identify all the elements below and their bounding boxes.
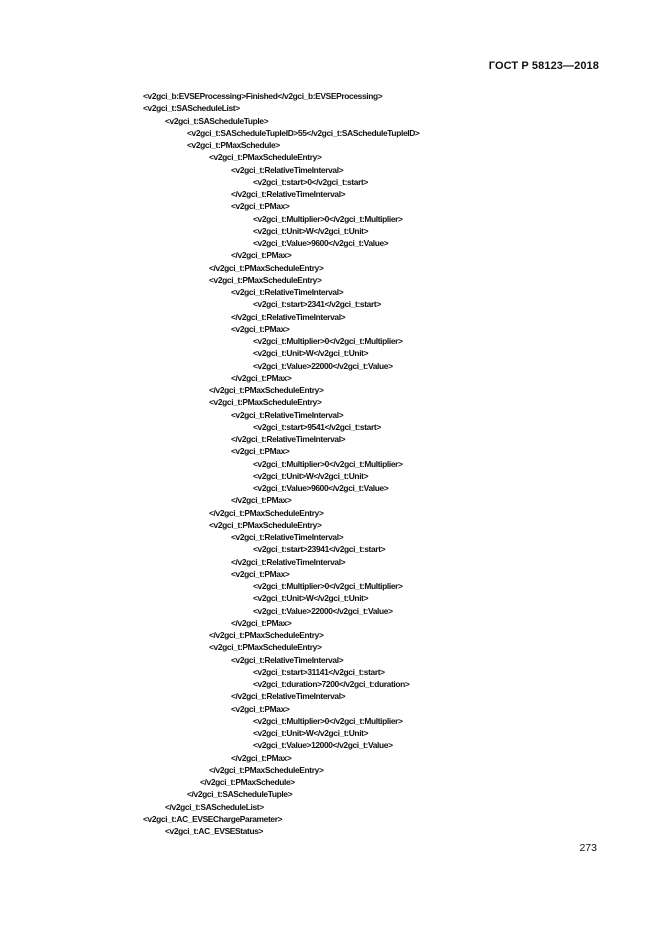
code-line: </v2gci_t:PMax> xyxy=(231,372,292,383)
code-line: </v2gci_t:SAScheduleList> xyxy=(165,801,264,812)
code-line: <v2gci_t:PMaxScheduleEntry> xyxy=(209,397,322,408)
code-line: </v2gci_t:PMax> xyxy=(231,495,292,506)
code-line: <v2gci_t:PMaxScheduleEntry> xyxy=(209,642,322,653)
code-line: </v2gci_t:RelativeTimeInterval> xyxy=(231,691,346,702)
code-line: <v2gci_t:duration>7200</v2gci_t:duration> xyxy=(253,679,410,689)
code-line: </v2gci_t:RelativeTimeInterval> xyxy=(231,434,346,444)
code-line: <v2gci_t:start>9541</v2gci_t:start> xyxy=(253,421,381,432)
code-line: <v2gci_t:PMax> xyxy=(231,446,290,457)
code-line: <v2gci_t:start>0</v2gci_t:start> xyxy=(253,176,368,187)
code-line: <v2gci_t:AC_EVSEChargeParameter> xyxy=(143,813,283,824)
code-line: <v2gci_t:SAScheduleTuple> xyxy=(165,115,269,126)
code-line: </v2gci_t:PMax> xyxy=(231,752,292,763)
code-line: <v2gci_t:PMaxScheduleEntry> xyxy=(209,152,322,163)
code-line: <v2gci_t:Multiplier>0</v2gci_t:Multiplier> xyxy=(253,213,403,224)
page-number: 273 xyxy=(579,842,597,854)
code-line: </v2gci_t:PMax> xyxy=(231,617,292,628)
code-line: <v2gci_t:PMaxSchedule> xyxy=(187,140,280,150)
code-line: <v2gci_t:PMax> xyxy=(231,201,290,212)
code-line: <v2gci_t:PMax> xyxy=(231,703,290,714)
code-line: <v2gci_t:Value>12000</v2gci_t:Value> xyxy=(253,740,393,751)
code-line: <v2gci_t:PMax> xyxy=(231,568,290,579)
code-line: </v2gci_t:PMax> xyxy=(231,250,292,261)
code-line: <v2gci_t:Unit>W</v2gci_t:Unit> xyxy=(253,470,369,481)
code-line: <v2gci_t:start>31141</v2gci_t:start> xyxy=(253,666,385,677)
code-line: <v2gci_t:Value>9600</v2gci_t:Value> xyxy=(253,238,389,248)
code-line: <v2gci_t:Unit>W</v2gci_t:Unit> xyxy=(253,225,369,236)
code-line: <v2gci_t:PMaxScheduleEntry> xyxy=(209,274,322,285)
code-line: <v2gci_t:Unit>W</v2gci_t:Unit> xyxy=(253,348,369,359)
code-line: <v2gci_t:RelativeTimeInterval> xyxy=(231,532,344,542)
code-line: </v2gci_t:PMaxScheduleEntry> xyxy=(209,262,324,273)
code-line: <v2gci_t:RelativeTimeInterval> xyxy=(231,654,344,665)
code-line: <v2gci_t:SAScheduleTupleID>55</v2gci_t:SAScheduleTupleID> xyxy=(187,127,420,138)
code-line: <v2gci_t:Unit>W</v2gci_t:Unit> xyxy=(253,593,369,604)
standard-header: ГОСТ Р 58123—2018 xyxy=(488,60,599,72)
code-line: <v2gci_t:Value>22000</v2gci_t:Value> xyxy=(253,605,393,616)
code-line: <v2gci_t:Value>22000</v2gci_t:Value> xyxy=(253,360,393,371)
code-line: <v2gci_t:start>2341</v2gci_t:start> xyxy=(253,299,381,310)
code-line: <v2gci_t:RelativeTimeInterval> xyxy=(231,287,344,297)
code-line: </v2gci_t:RelativeTimeInterval> xyxy=(231,189,346,199)
code-line: <v2gci_t:AC_EVSEStatus> xyxy=(165,826,264,836)
code-line: <v2gci_t:start>23941</v2gci_t:start> xyxy=(253,544,386,555)
code-line: <v2gci_t:RelativeTimeInterval> xyxy=(231,409,344,420)
code-line: </v2gci_t:RelativeTimeInterval> xyxy=(231,311,346,322)
code-line: </v2gci_t:SAScheduleTuple> xyxy=(187,789,293,800)
code-line: <v2gci_t:PMaxScheduleEntry> xyxy=(209,519,322,530)
code-line: <v2gci_t:Multiplier>0</v2gci_t:Multiplier> xyxy=(253,336,403,346)
code-line: <v2gci_t:SAScheduleList> xyxy=(143,103,240,114)
code-line: <v2gci_t:PMax> xyxy=(231,323,290,334)
code-line: <v2gci_t:Multiplier>0</v2gci_t:Multiplier> xyxy=(253,715,403,726)
code-line: <v2gci_t:Unit>W</v2gci_t:Unit> xyxy=(253,728,369,738)
code-line: <v2gci_t:Multiplier>0</v2gci_t:Multiplier> xyxy=(253,581,403,591)
code-line: </v2gci_t:PMaxScheduleEntry> xyxy=(209,507,324,518)
code-line: </v2gci_t:PMaxScheduleEntry> xyxy=(209,630,324,640)
code-line: <v2gci_t:Multiplier>0</v2gci_t:Multiplier> xyxy=(253,458,403,469)
code-line: <v2gci_t:Value>9600</v2gci_t:Value> xyxy=(253,483,389,493)
code-line: </v2gci_t:PMaxScheduleEntry> xyxy=(209,385,324,395)
code-line: </v2gci_t:PMaxScheduleEntry> xyxy=(209,764,324,775)
code-line: <v2gci_t:RelativeTimeInterval> xyxy=(231,164,344,175)
code-line: <v2gci_b:EVSEProcessing>Finished</v2gci_b:EVSEProcessing> xyxy=(143,91,383,101)
code-line: </v2gci_t:RelativeTimeInterval> xyxy=(231,556,346,567)
code-line: </v2gci_t:PMaxSchedule> xyxy=(200,777,295,787)
